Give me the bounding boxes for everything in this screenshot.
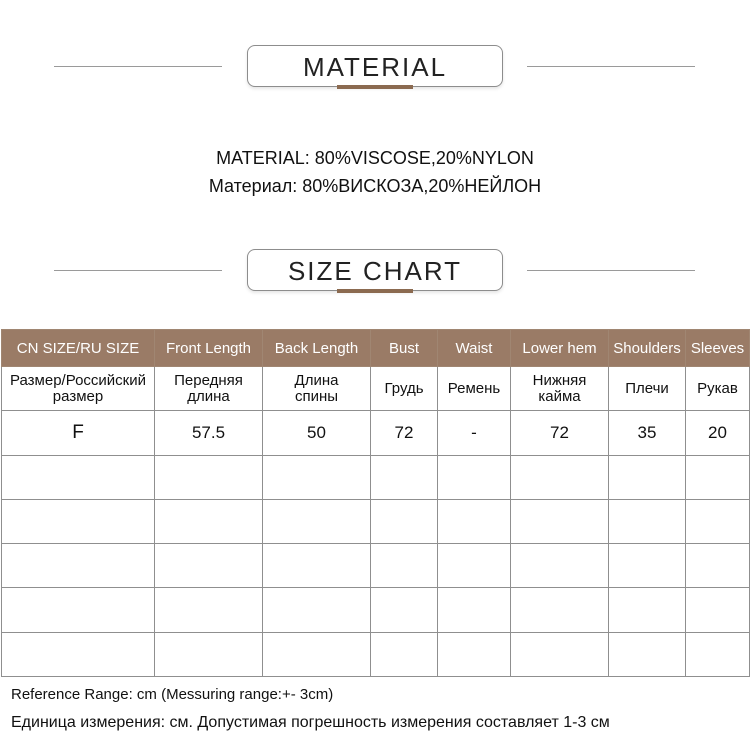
column-header: Back Length (263, 330, 371, 367)
column-header: Sleeves (686, 330, 750, 367)
empty-table-row (2, 588, 750, 632)
empty-table-row (2, 632, 750, 676)
table-cell: - (438, 411, 511, 455)
column-header: Waist (438, 330, 511, 367)
size-chart-table (1, 329, 750, 677)
reference-range-note-ru: Единица измерения: см. Допустимая погрешность измерения составляет 1-3 см (11, 714, 610, 731)
table-row (2, 411, 750, 455)
header-divider-right (527, 66, 695, 67)
table-cell: 35 (609, 411, 686, 455)
header-divider-left (54, 66, 222, 67)
header-row-en (2, 330, 750, 367)
table-cell: 72 (511, 411, 609, 455)
material-title: MATERIAL (302, 52, 448, 82)
header-divider-left (54, 270, 222, 271)
material-composition-en: MATERIAL: 80%VISCOSE,20%NYLON (216, 148, 534, 168)
header-box (247, 249, 503, 291)
material-composition-ru: Материал: 80%ВИСКОЗА,20%НЕЙЛОН (208, 176, 542, 196)
column-header: CN SIZE/RU SIZE (2, 330, 155, 367)
empty-table-row (2, 455, 750, 499)
column-header-ru: Ремень (438, 367, 511, 411)
empty-table-row (2, 499, 750, 543)
size-chart-title-underline (337, 289, 413, 293)
column-header: Front Length (155, 330, 263, 367)
empty-table-row (2, 544, 750, 588)
column-header-ru: Длина спины (263, 367, 371, 411)
column-header-ru: Плечи (609, 367, 686, 411)
column-header-ru: Грудь (371, 367, 438, 411)
column-header-ru: Нижняя кайма (511, 367, 609, 411)
column-header-ru: Рукав (686, 367, 750, 411)
column-header-ru: Передняя длина (155, 367, 263, 411)
column-header: Shoulders (609, 330, 686, 367)
reference-range-note-en: Reference Range: cm (Messuring range:+- 3cm) (11, 686, 334, 703)
table-cell: 50 (263, 411, 371, 455)
material-title-underline (337, 85, 413, 89)
header-box (247, 45, 503, 87)
table-cell: 57.5 (155, 411, 263, 455)
table-cell: 20 (686, 411, 750, 455)
header-row-ru (2, 367, 750, 411)
column-header-ru: Размер/Российский размер (2, 367, 155, 411)
column-header: Bust (371, 330, 438, 367)
header-divider-right (527, 270, 695, 271)
table-cell: 72 (371, 411, 438, 455)
column-header: Lower hem (511, 330, 609, 367)
size-cell: F (2, 411, 155, 455)
size-chart-title: SIZE CHART (287, 256, 463, 286)
